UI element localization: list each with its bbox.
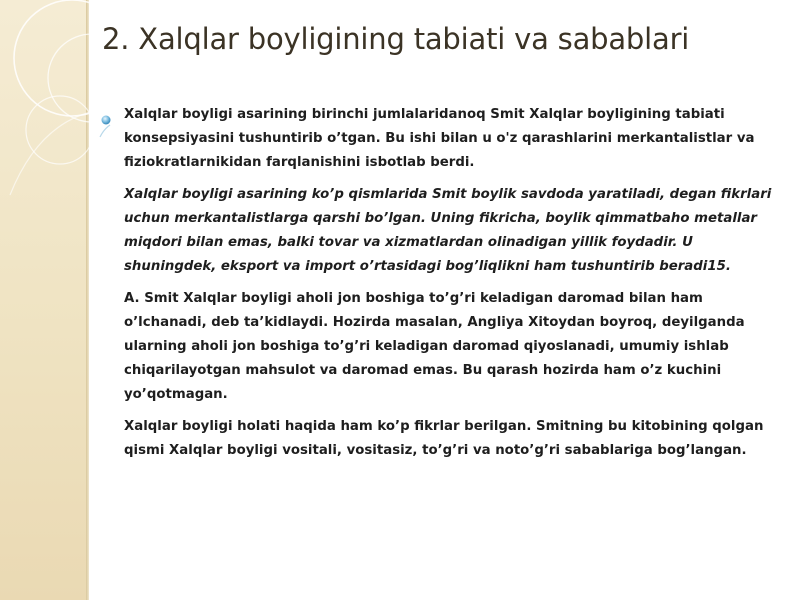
paragraph-4: Xalqlar boyligi holati haqida ham ko’p fikrlar berilgan. Smitning bu kitobining qolgan qismi Xalqlar boyligi vositali, vositasiz, to’g’ri va noto’g’ri sabablariga bog’langan. <box>124 419 764 458</box>
paragraph-3: A. Smit Xalqlar boyligi aholi jon boshiga to’g’ri keladigan daromad bilan ham o’lchanadi, deb ta’kidlaydi. Hozirda masalan, Angliya Xitoydan boyroq, deyilganda ularning aholi jon boshiga to’g’ri keladigan daromad qiyoslanadi, umumiy ishlab chiqarilayotgan mahsulot va daromad emas. Bu qarash hozirda ham o’z kuchini yo’qotmagan. <box>124 291 745 402</box>
paragraph-1: Xalqlar boyligi asarining birinchi jumlalaridanoq Smit Xalqlar boyligining tabiati konsepsiyasini tushuntirib o’tgan. Bu ishi bilan u o'z qarashlarini merkantalistlar va fiziokratlarnikidan farqlanishini isbotlab berdi. <box>124 107 755 170</box>
paragraph-2: Xalqlar boyligi asarining ko’p qismlarida Smit boylik savdoda yaratiladi, degan fikrlari uchun merkantalistlarga qarshi bo’lgan. Uning fikricha, boylik qimmatbaho metallar miqdori bilan emas, balki tovar va xizmatlardan olinadigan yillik foydadir. U shuningdek, eksport va import o’rtasidagi bog’liqlikni ham tushuntirib beradi15. <box>124 187 772 274</box>
slide-title: 2. Xalqlar boyligining tabiati va sabablari <box>102 22 690 56</box>
slide-body <box>124 103 772 471</box>
bullet-orb-icon <box>98 115 114 139</box>
